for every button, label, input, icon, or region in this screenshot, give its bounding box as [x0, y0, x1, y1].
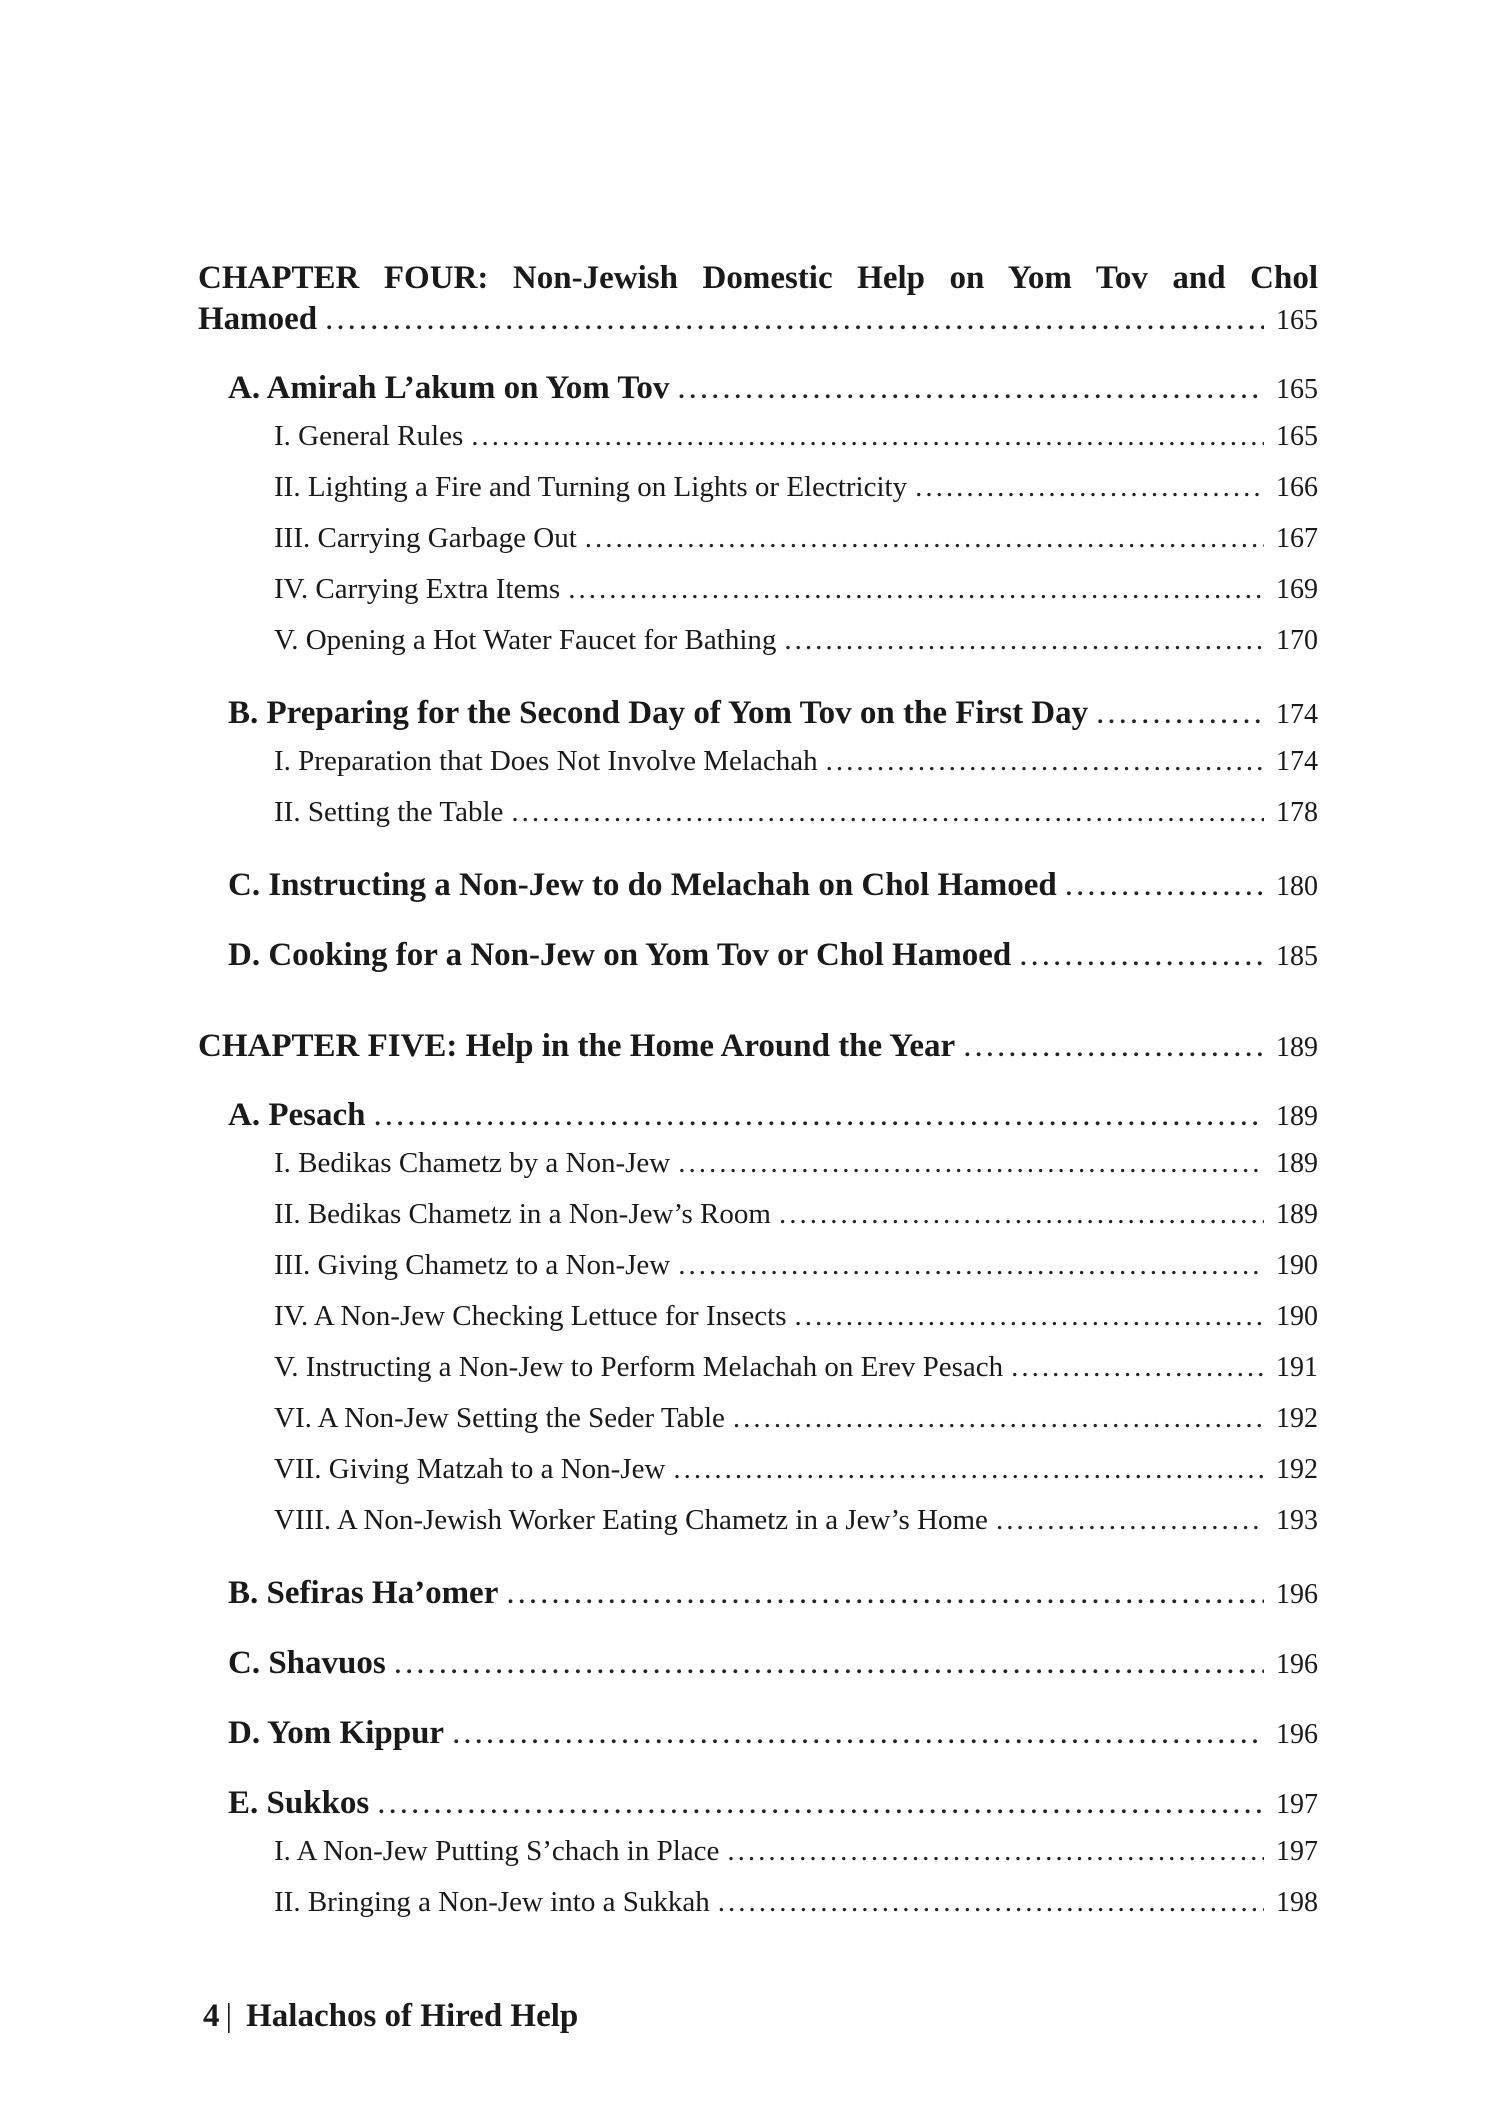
- section-page: 196: [1276, 1649, 1318, 1680]
- subsection-page: 178: [1276, 797, 1318, 828]
- toc-section-entry[interactable]: [228, 1094, 1318, 1138]
- dot-leader: [377, 1782, 1264, 1824]
- subsection-page: 190: [1276, 1301, 1318, 1332]
- dot-leader: [996, 1495, 1264, 1545]
- dot-leader: [963, 1026, 1264, 1067]
- subsection-page: 192: [1276, 1454, 1318, 1485]
- section-page: 197: [1276, 1789, 1318, 1820]
- subsection-page: 198: [1276, 1887, 1318, 1918]
- toc-subsection-entry[interactable]: [274, 1291, 1318, 1342]
- toc-section-entry[interactable]: [228, 1782, 1318, 1826]
- toc-section-entry[interactable]: [228, 1642, 1318, 1686]
- dot-leader: [452, 1712, 1264, 1754]
- dot-leader: [1011, 1342, 1264, 1392]
- subsection-title: VII. Giving Matzah to a Non-Jew: [274, 1453, 666, 1485]
- section-title: A. Pesach: [228, 1097, 366, 1133]
- dot-leader: [585, 513, 1264, 563]
- toc-subsection-entry[interactable]: [274, 462, 1318, 513]
- dot-leader: [826, 736, 1264, 786]
- dot-leader: [678, 1240, 1264, 1290]
- subsection-page: 190: [1276, 1250, 1318, 1281]
- toc-subsection-entry[interactable]: [274, 1495, 1318, 1546]
- dot-leader: [511, 787, 1264, 837]
- toc-subsection-entry[interactable]: [274, 787, 1318, 838]
- dot-leader: [727, 1826, 1264, 1876]
- subsection-title: VI. A Non-Jew Setting the Seder Table: [274, 1402, 725, 1434]
- toc-section-entry[interactable]: [228, 1572, 1318, 1616]
- subsection-title: II. Bedikas Chametz in a Non-Jew’s Room: [274, 1198, 771, 1230]
- toc-subsection-entry[interactable]: [274, 1240, 1318, 1291]
- toc-subsection-entry[interactable]: [274, 564, 1318, 615]
- dot-leader: [325, 299, 1264, 340]
- subsection-page: 165: [1276, 421, 1318, 452]
- section-title: A. Amirah L’akum on Yom Tov: [228, 370, 670, 406]
- subsection-page: 197: [1276, 1836, 1318, 1867]
- toc-section-entry[interactable]: [228, 692, 1318, 736]
- subsection-page: 167: [1276, 523, 1318, 554]
- subsection-title: VIII. A Non-Jewish Worker Eating Chametz in a Jew’s Home: [274, 1504, 988, 1536]
- toc-subsection-entry[interactable]: [274, 1877, 1318, 1928]
- section-title: B. Preparing for the Second Day of Yom Tov on the First Day: [228, 695, 1089, 731]
- section-title: B. Sefiras Ha’omer: [228, 1575, 499, 1611]
- dot-leader: [1065, 864, 1264, 906]
- subsection-page: 192: [1276, 1403, 1318, 1434]
- subsection-page: 189: [1276, 1148, 1318, 1179]
- section-page: 180: [1276, 871, 1318, 902]
- dot-leader: [915, 462, 1264, 512]
- toc-section-entry[interactable]: [228, 934, 1318, 978]
- toc-section-entry[interactable]: [228, 1712, 1318, 1756]
- subsection-page: 170: [1276, 625, 1318, 656]
- dot-leader: [779, 1189, 1264, 1239]
- footer-book-title: Halachos of Hired Help: [246, 1998, 579, 2034]
- dot-leader: [678, 1138, 1264, 1188]
- toc-section-entry[interactable]: [228, 864, 1318, 908]
- subsection-title: II. Setting the Table: [274, 796, 504, 828]
- subsection-title: V. Instructing a Non-Jew to Perform Melachah on Erev Pesach: [274, 1351, 1004, 1383]
- dot-leader: [673, 1444, 1264, 1494]
- toc-subsection-entry[interactable]: [274, 736, 1318, 787]
- chapter-five-title: CHAPTER FIVE: Help in the Home Around the Year: [198, 1028, 956, 1064]
- subsection-page: 191: [1276, 1352, 1318, 1383]
- chapter-five-page: 189: [1276, 1032, 1318, 1063]
- toc-section-entry[interactable]: [228, 367, 1318, 411]
- chapter-four-page: 165: [1276, 305, 1318, 336]
- dot-leader: [784, 615, 1264, 665]
- subsection-title: I. Bedikas Chametz by a Non-Jew: [274, 1147, 671, 1179]
- subsection-title: I. A Non-Jew Putting S’chach in Place: [274, 1835, 720, 1867]
- subsection-title: III. Giving Chametz to a Non-Jew: [274, 1249, 671, 1281]
- section-page: 196: [1276, 1719, 1318, 1750]
- subsection-title: III. Carrying Garbage Out: [274, 522, 577, 554]
- toc-subsection-entry[interactable]: [274, 1826, 1318, 1877]
- chapter-five: [198, 1026, 1318, 1928]
- subsection-page: 169: [1276, 574, 1318, 605]
- section-title: C. Instructing a Non-Jew to do Melachah on Chol Hamoed: [228, 867, 1057, 903]
- subsection-title: I. Preparation that Does Not Involve Melachah: [274, 745, 818, 777]
- chapter-five-entry[interactable]: [198, 1026, 1318, 1068]
- toc-subsection-entry[interactable]: [274, 1342, 1318, 1393]
- dot-leader: [1019, 934, 1264, 976]
- section-page: 196: [1276, 1579, 1318, 1610]
- section-title: E. Sukkos: [228, 1785, 370, 1821]
- dot-leader: [794, 1291, 1264, 1341]
- dot-leader: [677, 367, 1264, 409]
- chapter-four-title-line2: Hamoed: [198, 301, 318, 337]
- dot-leader: [394, 1642, 1264, 1684]
- dot-leader: [373, 1094, 1264, 1136]
- chapter-spacer: [198, 978, 1318, 1026]
- section-page: 189: [1276, 1101, 1318, 1132]
- subsection-page: 189: [1276, 1199, 1318, 1230]
- dot-leader: [506, 1572, 1264, 1614]
- subsection-title: I. General Rules: [274, 420, 464, 452]
- section-title: D. Yom Kippur: [228, 1715, 445, 1751]
- dot-leader: [718, 1877, 1264, 1927]
- toc-subsection-entry[interactable]: [274, 1138, 1318, 1189]
- section-page: 174: [1276, 699, 1318, 730]
- chapter-four-title-line1: CHAPTER FOUR: Non-Jewish Domestic Help on Yom Tov and Chol: [198, 260, 1318, 296]
- subsection-title: IV. Carrying Extra Items: [274, 573, 561, 605]
- dot-leader: [568, 564, 1264, 614]
- table-of-contents: [198, 258, 1318, 1928]
- section-page: 185: [1276, 941, 1318, 972]
- subsection-page: 174: [1276, 746, 1318, 777]
- subsection-title: IV. A Non-Jew Checking Lettuce for Insects: [274, 1300, 787, 1332]
- footer-page-number: 4: [203, 1998, 220, 2034]
- section-title: D. Cooking for a Non-Jew on Yom Tov or Chol Hamoed: [228, 937, 1012, 973]
- dot-leader: [1096, 692, 1264, 734]
- footer-separator: |: [225, 1998, 233, 2034]
- toc-subsection-entry[interactable]: [274, 513, 1318, 564]
- toc-subsection-entry[interactable]: [274, 411, 1318, 462]
- subsection-title: V. Opening a Hot Water Faucet for Bathing: [274, 624, 777, 656]
- subsection-page: 166: [1276, 472, 1318, 503]
- section-title: C. Shavuos: [228, 1645, 386, 1681]
- section-page: 165: [1276, 374, 1318, 405]
- dot-leader: [471, 411, 1264, 461]
- subsection-page: 193: [1276, 1505, 1318, 1536]
- chapter-four-entry[interactable]: [198, 299, 1318, 341]
- toc-subsection-entry[interactable]: [274, 1444, 1318, 1495]
- subsection-title: II. Lighting a Fire and Turning on Lights or Electricity: [274, 471, 908, 503]
- toc-subsection-entry[interactable]: [274, 1393, 1318, 1444]
- dot-leader: [733, 1393, 1264, 1443]
- page-footer: [203, 1998, 578, 2035]
- toc-subsection-entry[interactable]: [274, 1189, 1318, 1240]
- subsection-title: II. Bringing a Non-Jew into a Sukkah: [274, 1886, 710, 1918]
- toc-subsection-entry[interactable]: [274, 615, 1318, 666]
- chapter-four: [198, 258, 1318, 978]
